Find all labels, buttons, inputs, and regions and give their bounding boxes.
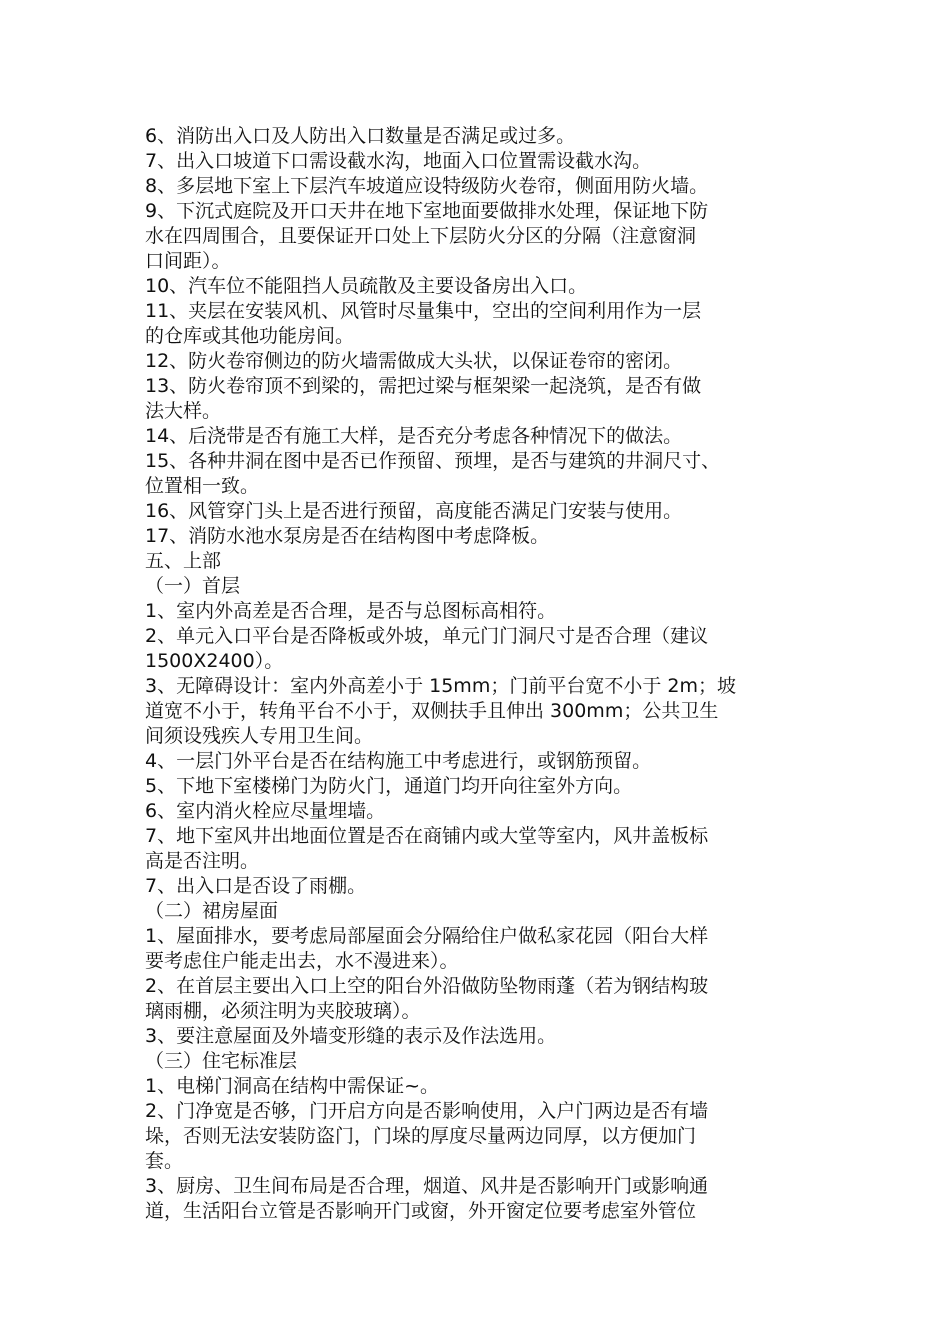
text-line: 1500X2400）。 — [145, 650, 284, 672]
document-body — [145, 124, 825, 1224]
text-line: 1、屋面排水，要考虑局部屋面会分隔给住户做私家花园（阳台大样 — [145, 925, 709, 947]
subsection-heading: （一）首层 — [145, 575, 241, 597]
subsection-heading: （二）裙房屋面 — [145, 900, 279, 922]
text-line: 7、地下室风井出地面位置是否在商铺内或大堂等室内，风井盖板标 — [145, 825, 709, 847]
subsection-heading: （三）住宅标准层 — [145, 1050, 298, 1072]
text-line: 16、风管穿门头上是否进行预留，高度能否满足门安装与使用。 — [145, 500, 683, 522]
text-line: 法大样。 — [145, 400, 222, 422]
text-line: 2、门净宽是否够，门开启方向是否影响使用，入户门两边是否有墙 — [145, 1100, 709, 1122]
text-line: 14、后浇带是否有施工大样，是否充分考虑各种情况下的做法。 — [145, 425, 683, 447]
text-line: 套。 — [145, 1150, 184, 1172]
text-line: 2、单元入口平台是否降板或外坡，单元门门洞尺寸是否合理（建议 — [145, 625, 709, 647]
text-line: 道宽不小于，转角平台不小于，双侧扶手且伸出 300mm；公共卫生 — [145, 700, 719, 722]
text-line: 间须设残疾人专用卫生间。 — [145, 725, 374, 747]
text-line: 3、无障碍设计：室内外高差小于 15mm；门前平台宽不小于 2m；坡 — [145, 675, 736, 697]
text-line: 7、出入口坡道下口需设截水沟，地面入口位置需设截水沟。 — [145, 150, 652, 172]
text-line: 10、汽车位不能阻挡人员疏散及主要设备房出入口。 — [145, 275, 588, 297]
text-line: 6、室内消火栓应尽量埋墙。 — [145, 800, 386, 822]
text-line: 17、消防水池水泵房是否在结构图中考虑降板。 — [145, 525, 550, 547]
section-heading: 五、上部 — [145, 550, 222, 572]
text-line: 7、出入口是否设了雨棚。 — [145, 875, 367, 897]
text-line: 的仓库或其他功能房间。 — [145, 325, 355, 347]
text-line: 口间距）。 — [145, 250, 231, 272]
text-line: 要考虑住户能走出去，水不漫进来）。 — [145, 950, 459, 972]
text-line: 1、电梯门洞高在结构中需保证~。 — [145, 1075, 440, 1097]
text-line: 道，生活阳台立管是否影响开门或窗，外开窗定位要考虑室外管位 — [145, 1200, 697, 1222]
text-line: 1、室内外高差是否合理，是否与总图标高相符。 — [145, 600, 557, 622]
text-line: 15、各种井洞在图中是否已作预留、预埋，是否与建筑的井洞尺寸、 — [145, 450, 721, 472]
text-line: 9、下沉式庭院及开口天井在地下室地面要做排水处理，保证地下防 — [145, 200, 709, 222]
text-line: 5、下地下室楼梯门为防火门，通道门均开向往室外方向。 — [145, 775, 633, 797]
text-line: 位置相一致。 — [145, 475, 260, 497]
text-line: 11、夹层在安装风机、风管时尽量集中，空出的空间利用作为一层 — [145, 300, 702, 322]
text-line: 8、多层地下室上下层汽车坡道应设特级防火卷帘，侧面用防火墙。 — [145, 175, 709, 197]
text-line: 璃雨棚，必须注明为夹胶玻璃）。 — [145, 1000, 421, 1022]
text-line: 3、厨房、卫生间布局是否合理，烟道、风井是否影响开门或影响通 — [145, 1175, 709, 1197]
text-line: 高是否注明。 — [145, 850, 260, 872]
text-line: 13、防火卷帘顶不到梁的，需把过梁与框架梁一起浇筑，是否有做 — [145, 375, 702, 397]
text-line: 垛，否则无法安装防盗门，门垛的厚度尽量两边同厚，以方便加门 — [145, 1125, 697, 1147]
text-line: 3、要注意屋面及外墙变形缝的表示及作法选用。 — [145, 1025, 557, 1047]
text-line: 2、在首层主要出入口上空的阳台外沿做防坠物雨蓬（若为钢结构玻 — [145, 975, 709, 997]
text-line: 6、消防出入口及人防出入口数量是否满足或过多。 — [145, 125, 576, 147]
text-line: 12、防火卷帘侧边的防火墙需做成大头状，以保证卷帘的密闭。 — [145, 350, 683, 372]
text-line: 4、一层门外平台是否在结构施工中考虑进行，或钢筋预留。 — [145, 750, 652, 772]
text-line: 水在四周围合，且要保证开口处上下层防火分区的分隔（注意窗洞 — [145, 225, 697, 247]
